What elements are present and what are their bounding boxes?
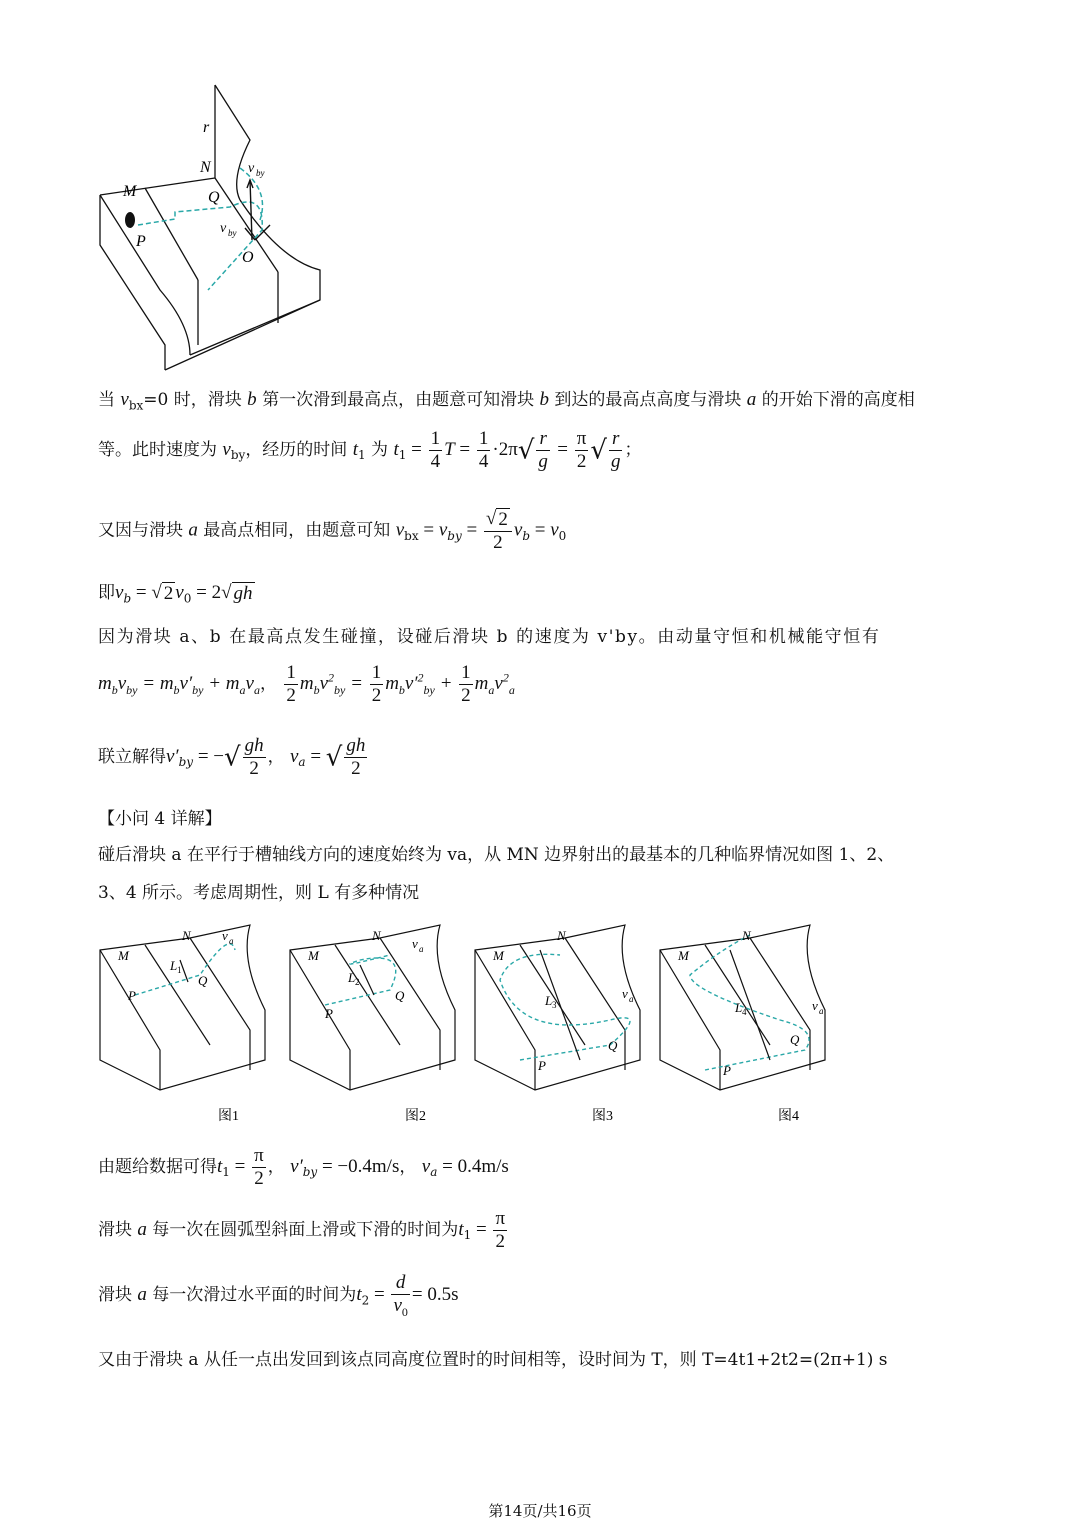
figure-main [90,80,350,380]
para-4: 即$v_b$ = √ 2 $v_0 = 2√$ gh [98,582,253,606]
fig4-va-sub: a [819,1006,824,1016]
fig1-P: P [128,988,136,1003]
fig4-N: N [742,928,751,943]
para-5: 因为滑块 a、b 在最高点发生碰撞，设碰后滑块 b 的速度为 v'by。由动量守恒和机械能守恒有 [98,627,881,647]
fig1-va: v [222,928,228,943]
fig2-caption: 图2 [405,1109,426,1124]
fig4-P: P [723,1063,731,1078]
fig4-Q: Q [790,1032,800,1047]
para-2: 等。此时速度为 $v_{by}$，经历的时间 $t_1$ 为 $t_1$ = $\frac{1}{4}$ T = $\frac{1}{4}$ ·2π√ $\frac{r}{g}$ = $\frac{\pi}{2}$ √ $\frac{r}{g}$ ； [98,428,642,472]
label-vby-2-sub: by [228,228,237,238]
fig1-Q: Q [198,973,208,988]
section-title: 【小问 4 详解】 [98,809,222,829]
fig3-va: v [622,986,628,1001]
label-P: P [136,233,146,250]
para-10: 由题给数据可得$t_1$ = $\frac{\pi}{2}$ ， $v'_{by} = -0.4m/s$， $v_a = 0.4m/s$ [98,1145,509,1189]
para-1: 当 $v_{bx}=0$ 时，滑块 b 第一次滑到最高点，由题意可知滑块 b 到达的最高点高度与滑块 a 的开始下滑的高度相 [98,389,915,413]
fig4-caption: 图4 [778,1109,799,1124]
fig2-N: N [372,928,381,943]
fig1-L-sub: 1 [177,965,182,975]
fig1-caption: 图1 [218,1109,239,1124]
fig4-M: M [678,948,689,963]
fig1-M: M [118,948,129,963]
fig1-va-sub: a [229,936,234,946]
fig1-N: N [182,928,191,943]
fig2-Q: Q [395,988,405,1003]
para-8: 碰后滑块 a 在平行于槽轴线方向的速度始终为 va，从 MN 边界射出的最基本的几种临界情况如图 1、2、 [98,845,895,865]
fig4-L: L [735,1000,743,1015]
label-Q: Q [208,189,220,206]
fig2-L-sub: 2 [355,977,360,987]
fig3-Q: Q [608,1038,618,1053]
label-r: r [203,119,210,136]
para-6: $m_bv_{by} = m_bv'_{by} + m_av_a$， $\frac{1}{2}$ $m_bv^2_{by}$ = $\frac{1}{2}$ $m_bv'^2_{by}$ + $\frac{1}{2}$ $m_av^2_a$ [98,662,515,706]
fig3-N: N [557,928,566,943]
slider-dot [125,212,135,228]
para-9: 3、4 所示。考虑周期性，则 L 有多种情况 [98,883,420,903]
fig2-L: L [348,970,356,985]
fig4-va: v [812,998,818,1013]
page-footer: 第14页/共16页 [488,1502,592,1520]
fig3-L: L [545,993,553,1008]
fig2-va-sub: a [419,944,424,954]
label-vby-1: v [248,161,255,176]
fig3-L-sub: 3 [552,1000,557,1010]
fig2-P: P [325,1006,333,1021]
label-O: O [242,249,254,266]
fig2-va: v [412,936,418,951]
para-11: 滑块 a 每一次在圆弧型斜面上滑或下滑的时间为$t_1$ = $\frac{\pi}{2}$ [98,1208,506,1252]
fig3-caption: 图3 [592,1109,613,1124]
para-12: 滑块 a 每一次滑过水平面的时间为$t_2$ = $\frac{d}{v_0}$ = 0.5s [98,1272,459,1319]
fig3-M: M [493,948,504,963]
figures-row [90,920,860,1130]
label-vby-2: v [220,221,227,236]
fig4-L-sub: 4 [742,1007,747,1017]
para-13: 又由于滑块 a 从任一点出发回到该点同高度位置时的时间相等，设时间为 T，则 T=4t1+2t2=(2π+1) s [98,1350,888,1370]
label-N: N [200,159,211,176]
para-3: 又因与滑块 a 最高点相同，由题意可知 $v_{bx} = v_{by}$ = $\frac{√ 2}{2}$ $v_b = v_0$ [98,508,567,554]
label-vby-1-sub: by [256,168,265,178]
label-M: M [123,183,137,200]
fig3-va-sub: a [629,994,634,1004]
fig2-M: M [308,948,319,963]
fig1-L: L [170,958,178,973]
fig3-P: P [538,1058,546,1073]
para-7: 联立解得$v'_{by}$ = −√ $\frac{gh}{2}$ ， $v_a$ = √ $\frac{gh}{2}$ [98,735,366,779]
